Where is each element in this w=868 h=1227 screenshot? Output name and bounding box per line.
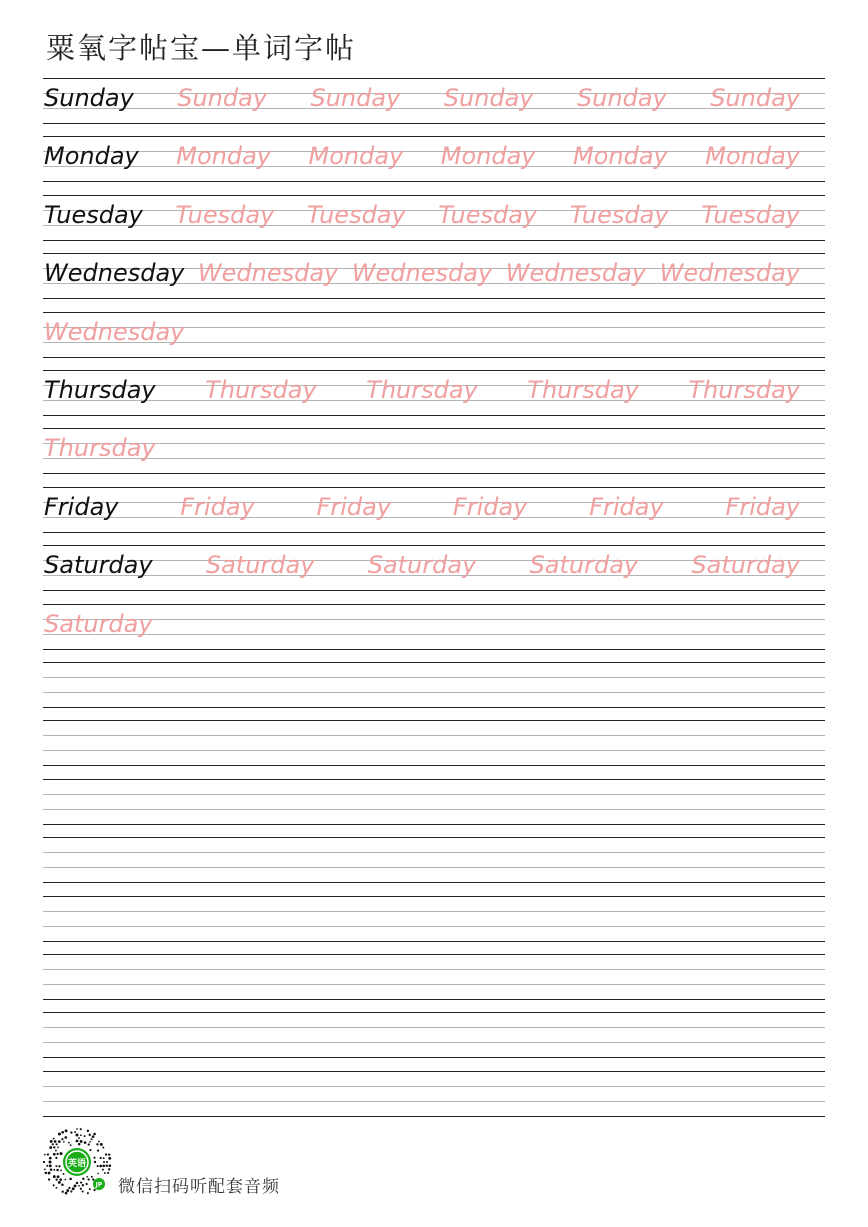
- trace-word: Friday: [180, 492, 255, 521]
- ruling-line: [43, 1116, 825, 1117]
- trace-word: Friday: [452, 492, 528, 521]
- qr-dot: [63, 1173, 65, 1175]
- ruling-line: [43, 779, 825, 780]
- model-word: Friday: [44, 492, 119, 521]
- qr-dot: [103, 1157, 105, 1159]
- qr-dot: [108, 1164, 111, 1167]
- qr-dot: [63, 1141, 65, 1143]
- qr-dot: [47, 1153, 49, 1155]
- trace-word: Friday: [725, 492, 800, 521]
- ruling-line: [43, 634, 825, 635]
- qr-dot: [64, 1179, 66, 1181]
- model-word: Saturday: [44, 551, 153, 580]
- ruling-line: [43, 443, 825, 444]
- qr-dot: [53, 1146, 55, 1148]
- ruling-line: [43, 1042, 825, 1043]
- trace-word: Sunday: [443, 84, 534, 112]
- qr-dot: [99, 1165, 102, 1168]
- ruling-line: [43, 458, 825, 459]
- ruling-line: [43, 619, 825, 620]
- qr-dot: [64, 1136, 67, 1139]
- trace-word: Friday: [589, 492, 664, 521]
- qr-dot: [93, 1189, 95, 1191]
- qr-dot: [97, 1165, 99, 1167]
- qr-dot: [58, 1165, 60, 1167]
- ruling-line: [43, 809, 825, 810]
- trace-word: Wednesday: [197, 259, 339, 288]
- qr-dot: [76, 1182, 79, 1185]
- ruling-line: [43, 677, 825, 678]
- qr-dot: [57, 1175, 60, 1178]
- qr-dot: [74, 1131, 76, 1133]
- ruling-line: [43, 1086, 825, 1087]
- ruling-line: [43, 78, 825, 79]
- trace-word: Sunday: [576, 84, 667, 112]
- ruling-line: [43, 298, 825, 299]
- qr-dot: [97, 1173, 99, 1175]
- qr-dot: [89, 1134, 91, 1136]
- ruling-line: [43, 517, 825, 518]
- qr-dot: [89, 1141, 91, 1143]
- scan-audio-note: 微信扫码听配套音频: [118, 1177, 280, 1197]
- trace-word: Thursday: [688, 376, 800, 404]
- trace-word: Tuesday: [701, 200, 800, 229]
- qr-dot: [55, 1179, 57, 1181]
- trace-word: Tuesday: [569, 200, 669, 229]
- qr-dot: [92, 1179, 94, 1181]
- qr-dot: [88, 1178, 90, 1180]
- qr-dot: [44, 1154, 46, 1156]
- qr-dot: [60, 1152, 63, 1155]
- qr-dot: [93, 1157, 95, 1159]
- model-word: Wednesday: [44, 259, 185, 288]
- qr-dot: [45, 1172, 48, 1175]
- model-word: Tuesday: [44, 200, 143, 229]
- trace-word: Wednesday: [659, 259, 800, 288]
- qr-dot: [50, 1168, 53, 1171]
- trace-word: Monday: [573, 142, 668, 171]
- trace-word: Tuesday: [175, 200, 275, 229]
- qr-dot: [58, 1140, 61, 1143]
- qr-dot: [78, 1137, 80, 1139]
- qr-dot: [84, 1135, 86, 1137]
- qr-dot: [69, 1178, 72, 1181]
- qr-dot: [56, 1187, 58, 1189]
- qr-dot: [58, 1133, 61, 1136]
- qr-code-icon[interactable]: [42, 1127, 112, 1197]
- ruling-line: [43, 969, 825, 970]
- qr-dot: [55, 1165, 57, 1167]
- ruling-line: [43, 984, 825, 985]
- qr-dot: [53, 1184, 55, 1186]
- qr-dot: [102, 1147, 104, 1149]
- qr-dot: [49, 1157, 52, 1160]
- qr-dot: [53, 1169, 55, 1171]
- qr-dot: [78, 1185, 80, 1187]
- qr-dot: [70, 1131, 72, 1133]
- qr-dot: [78, 1143, 81, 1146]
- ruling-line: [43, 181, 825, 182]
- ruling-line: [43, 765, 825, 766]
- qr-dot: [80, 1188, 82, 1190]
- qr-dot: [91, 1138, 93, 1140]
- qr-dot: [52, 1143, 54, 1145]
- ruling-line: [43, 502, 825, 503]
- ruling-line: [43, 867, 825, 868]
- ruling-line: [43, 692, 825, 693]
- qr-dot: [65, 1129, 68, 1132]
- trace-word: Monday: [440, 142, 536, 171]
- trace-word: Saturday: [44, 609, 153, 638]
- ruling-line: [43, 926, 825, 927]
- ruling-line: [43, 1027, 825, 1028]
- trace-word: Sunday: [177, 84, 268, 112]
- qr-dot: [44, 1168, 46, 1170]
- ruling-line: [43, 1101, 825, 1102]
- qr-dot: [96, 1143, 98, 1145]
- ruling-line: [43, 750, 825, 751]
- qr-dot: [76, 1134, 79, 1137]
- qr-dot: [103, 1161, 105, 1163]
- ruling-line: [43, 428, 825, 429]
- qr-dot: [70, 1190, 72, 1192]
- qr-dot: [89, 1149, 91, 1151]
- qr-dot: [89, 1188, 91, 1190]
- trace-word: Thursday: [366, 376, 478, 404]
- qr-dot: [108, 1157, 111, 1160]
- qr-dot: [82, 1184, 84, 1186]
- qr-dot: [48, 1178, 50, 1180]
- trace-word: Sunday: [310, 84, 401, 112]
- qr-dot: [98, 1141, 100, 1143]
- trace-word: Monday: [176, 142, 271, 171]
- qr-dot: [107, 1172, 109, 1174]
- ruling-line: [43, 911, 825, 912]
- qr-dot: [49, 1146, 52, 1149]
- qr-dot: [108, 1153, 110, 1155]
- ruling-line: [43, 357, 825, 358]
- model-word: Thursday: [44, 376, 156, 404]
- qr-dot: [86, 1176, 88, 1178]
- qr-dot: [56, 1153, 58, 1155]
- qr-dot: [61, 1131, 64, 1134]
- qr-dot: [86, 1183, 88, 1185]
- qr-dot: [104, 1172, 106, 1174]
- qr-dot: [49, 1161, 52, 1164]
- qr-dot: [100, 1143, 103, 1146]
- qr-dot: [48, 1172, 51, 1175]
- qr-dot: [82, 1190, 84, 1192]
- qr-dot: [62, 1191, 64, 1193]
- qr-dot: [105, 1153, 107, 1155]
- trace-word: Wednesday: [351, 259, 493, 288]
- ruling-line: [43, 1057, 825, 1058]
- ruling-line: [43, 136, 825, 137]
- qr-dot: [43, 1161, 45, 1163]
- qr-dot: [56, 1143, 58, 1145]
- qr-dot: [66, 1189, 69, 1192]
- qr-dot: [61, 1183, 64, 1186]
- ruling-line: [43, 1012, 825, 1013]
- ruling-line: [43, 794, 825, 795]
- trace-word: Monday: [705, 142, 800, 171]
- ruling-line: [43, 487, 825, 488]
- qr-dot: [80, 1182, 82, 1184]
- qr-dot: [56, 1169, 59, 1172]
- ruling-line: [43, 532, 825, 533]
- audio-footer: [42, 1127, 442, 1199]
- qr-dot: [50, 1140, 53, 1143]
- ruling-line: [43, 195, 825, 196]
- qr-dot: [106, 1165, 108, 1167]
- qr-dot: [80, 1140, 83, 1143]
- qr-dot: [93, 1133, 96, 1136]
- qr-dot: [102, 1169, 104, 1171]
- ruling-line: [43, 604, 825, 605]
- trace-word: Saturday: [205, 551, 315, 580]
- page-title: 粟氧字帖宝—单词字帖: [46, 31, 357, 65]
- qr-dot: [94, 1161, 96, 1163]
- ruling-line: [43, 954, 825, 955]
- model-word: Sunday: [44, 84, 134, 112]
- ruling-line: [43, 1071, 825, 1072]
- qr-dot: [59, 1178, 62, 1181]
- trace-word: Monday: [308, 142, 404, 171]
- trace-word: Saturday: [529, 551, 639, 580]
- qr-dot: [58, 1181, 61, 1184]
- ruling-line: [43, 370, 825, 371]
- ruling-line: [43, 123, 825, 124]
- trace-word: Tuesday: [438, 200, 538, 229]
- qr-dot: [80, 1128, 82, 1130]
- ruling-line: [43, 240, 825, 241]
- qr-dot: [55, 1157, 57, 1159]
- qr-dot: [72, 1187, 75, 1190]
- model-word: Monday: [44, 142, 139, 171]
- qr-dot: [65, 1192, 68, 1195]
- ruling-line: [43, 312, 825, 313]
- ruling-line: [43, 253, 825, 254]
- ruling-line: [43, 720, 825, 721]
- ruling-line: [43, 590, 825, 591]
- trace-word: Wednesday: [44, 317, 185, 346]
- qr-dot: [76, 1140, 79, 1143]
- qr-dot: [82, 1178, 84, 1180]
- ruling-line: [43, 882, 825, 883]
- trace-word: Wednesday: [505, 259, 647, 288]
- trace-word: Tuesday: [306, 200, 406, 229]
- qr-badge-text: 英语: [67, 1159, 87, 1169]
- qr-dot: [55, 1150, 57, 1152]
- qr-dot: [60, 1169, 62, 1171]
- ruling-line: [43, 649, 825, 650]
- qr-dot: [53, 1138, 55, 1140]
- qr-dot: [68, 1187, 70, 1189]
- qr-dot: [84, 1141, 87, 1144]
- qr-dot: [68, 1142, 70, 1144]
- trace-word: Thursday: [527, 376, 639, 404]
- ruling-line: [43, 415, 825, 416]
- ruling-line: [43, 545, 825, 546]
- qr-dot: [70, 1144, 72, 1146]
- qr-dot: [108, 1168, 110, 1170]
- ruling-line: [43, 852, 825, 853]
- qr-dot: [106, 1161, 108, 1163]
- qr-dot: [102, 1165, 105, 1168]
- ruling-line: [43, 735, 825, 736]
- qr-dot: [97, 1149, 99, 1151]
- qr-dot: [92, 1135, 95, 1138]
- qr-dot: [80, 1134, 82, 1136]
- trace-word: Friday: [316, 492, 392, 521]
- qr-dot: [61, 1138, 63, 1140]
- qr-dot: [46, 1165, 48, 1167]
- ruling-line: [43, 999, 825, 1000]
- qr-dot: [53, 1153, 56, 1156]
- trace-word: Thursday: [205, 376, 317, 404]
- qr-dot: [74, 1184, 77, 1187]
- qr-dot: [53, 1175, 56, 1178]
- qr-dot: [100, 1157, 102, 1159]
- qr-corner-text: JP: [95, 1181, 103, 1189]
- ruling-line: [43, 108, 825, 109]
- trace-word: Saturday: [367, 551, 477, 580]
- ruling-line: [43, 707, 825, 708]
- ruling-line: [43, 93, 825, 94]
- qr-dot: [76, 1128, 78, 1130]
- ruling-line: [43, 837, 825, 838]
- ruling-line: [43, 662, 825, 663]
- ruling-line: [43, 941, 825, 942]
- qr-dot: [54, 1140, 57, 1143]
- qr-dot: [87, 1130, 89, 1132]
- trace-word: Thursday: [44, 434, 156, 463]
- ruling-line: [43, 473, 825, 474]
- qr-dot: [49, 1164, 52, 1167]
- qr-dot: [57, 1146, 59, 1148]
- qr-dot: [87, 1192, 89, 1194]
- ruling-line: [43, 824, 825, 825]
- ruling-line: [43, 896, 825, 897]
- qr-dot: [91, 1176, 93, 1178]
- trace-word: Saturday: [691, 551, 800, 580]
- trace-word: Sunday: [710, 84, 800, 112]
- qr-dot: [87, 1143, 89, 1145]
